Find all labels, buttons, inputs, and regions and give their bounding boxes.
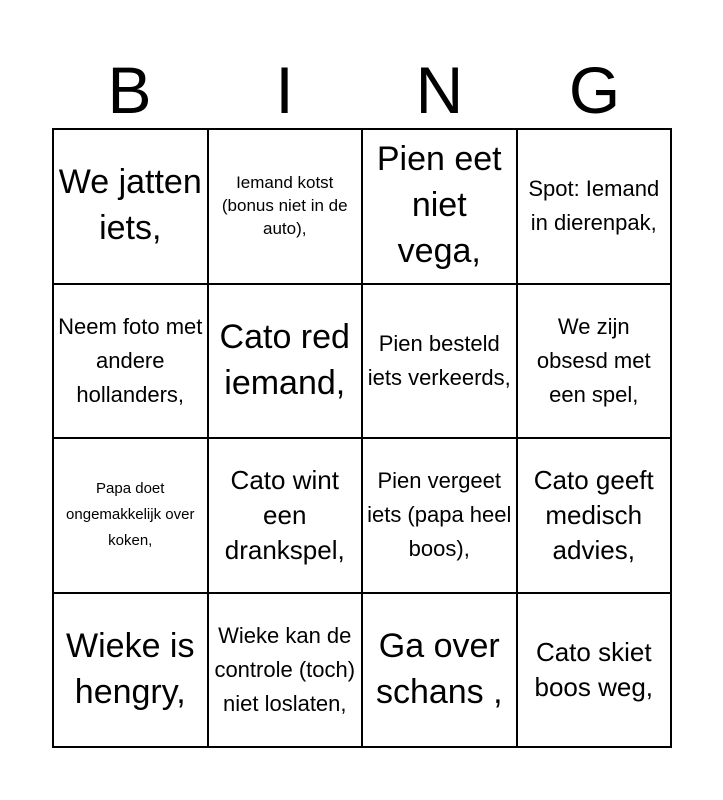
bingo-cell[interactable]: Iemand kotst (bonus niet in de auto), <box>208 129 363 284</box>
bingo-cell[interactable]: Papa doet ongemakkelijk over koken, <box>53 438 208 593</box>
bingo-cell[interactable]: Pien vergeet iets (papa heel boos), <box>362 438 517 593</box>
header-letter-g: G <box>568 53 621 127</box>
bingo-cell[interactable]: We zijn obsesd met een spel, <box>517 284 672 439</box>
bingo-cell[interactable]: Cato wint een drankspel, <box>208 438 363 593</box>
bingo-cell[interactable]: Pien besteld iets verkeerds, <box>362 284 517 439</box>
bingo-cell[interactable]: Cato geeft medisch advies, <box>517 438 672 593</box>
bingo-cell[interactable]: Cato red iemand, <box>208 284 363 439</box>
bingo-cell[interactable]: Cato skiet boos weg, <box>517 593 672 748</box>
bingo-header <box>52 52 672 128</box>
header-letter-n: N <box>415 53 464 127</box>
bingo-cell[interactable]: Spot: Iemand in dierenpak, <box>517 129 672 284</box>
bingo-cell[interactable]: Neem foto met andere hollanders, <box>53 284 208 439</box>
bingo-grid <box>52 128 672 748</box>
bingo-cell[interactable]: Pien eet niet vega, <box>362 129 517 284</box>
header-letter-b: B <box>107 53 152 127</box>
bingo-cell[interactable]: We jatten iets, <box>53 129 208 284</box>
header-letter-i: I <box>275 53 294 127</box>
bingo-cell[interactable]: Wieke kan de controle (toch) niet loslaten, <box>208 593 363 748</box>
bingo-cell[interactable]: Wieke is hengry, <box>53 593 208 748</box>
bingo-cell[interactable]: Ga over schans , <box>362 593 517 748</box>
